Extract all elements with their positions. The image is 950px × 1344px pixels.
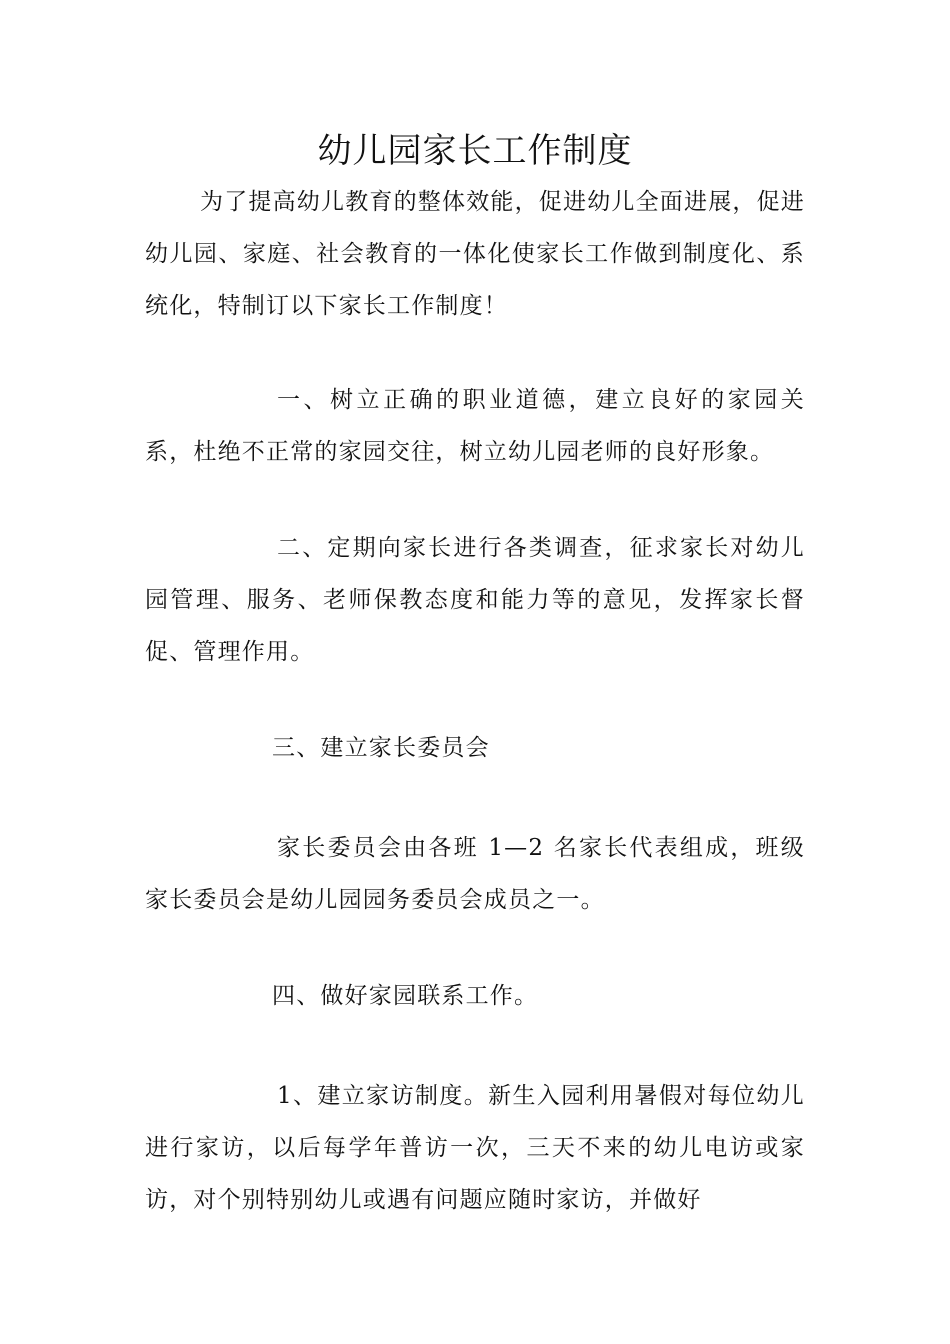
document-title: 幼儿园家长工作制度 bbox=[317, 131, 633, 171]
section-4-item-1-paragraph: 1、建立家访制度。新生入园利用暑假对每位幼儿进行家访，以后每学年普访一次，三天不来的幼儿电访或家访，对个别特别幼儿或遇有问题应随时家访，并做好 bbox=[145, 1083, 805, 1213]
section-4-heading: 四、做好家园联系工作。 bbox=[272, 983, 539, 1009]
section-1-paragraph: 一、树立正确的职业道德，建立良好的家园关系，杜绝不正常的家园交往，树立幼儿园老师的良好形象。 bbox=[145, 387, 805, 465]
intro-paragraph: 为了提高幼儿教育的整体效能，促进幼儿全面进展，促进幼儿园、家庭、社会教育的一体化使家长工作做到制度化、系统化，特制订以下家长工作制度！ bbox=[145, 189, 805, 319]
section-3-paragraph: 家长委员会由各班 1—2 名家长代表组成，班级家长委员会是幼儿园园务委员会成员之一。 bbox=[145, 835, 805, 913]
section-2-paragraph: 二、定期向家长进行各类调查，征求家长对幼儿园管理、服务、老师保教态度和能力等的意见，发挥家长督促、管理作用。 bbox=[145, 535, 805, 665]
section-3-heading: 三、建立家长委员会 bbox=[272, 735, 490, 761]
